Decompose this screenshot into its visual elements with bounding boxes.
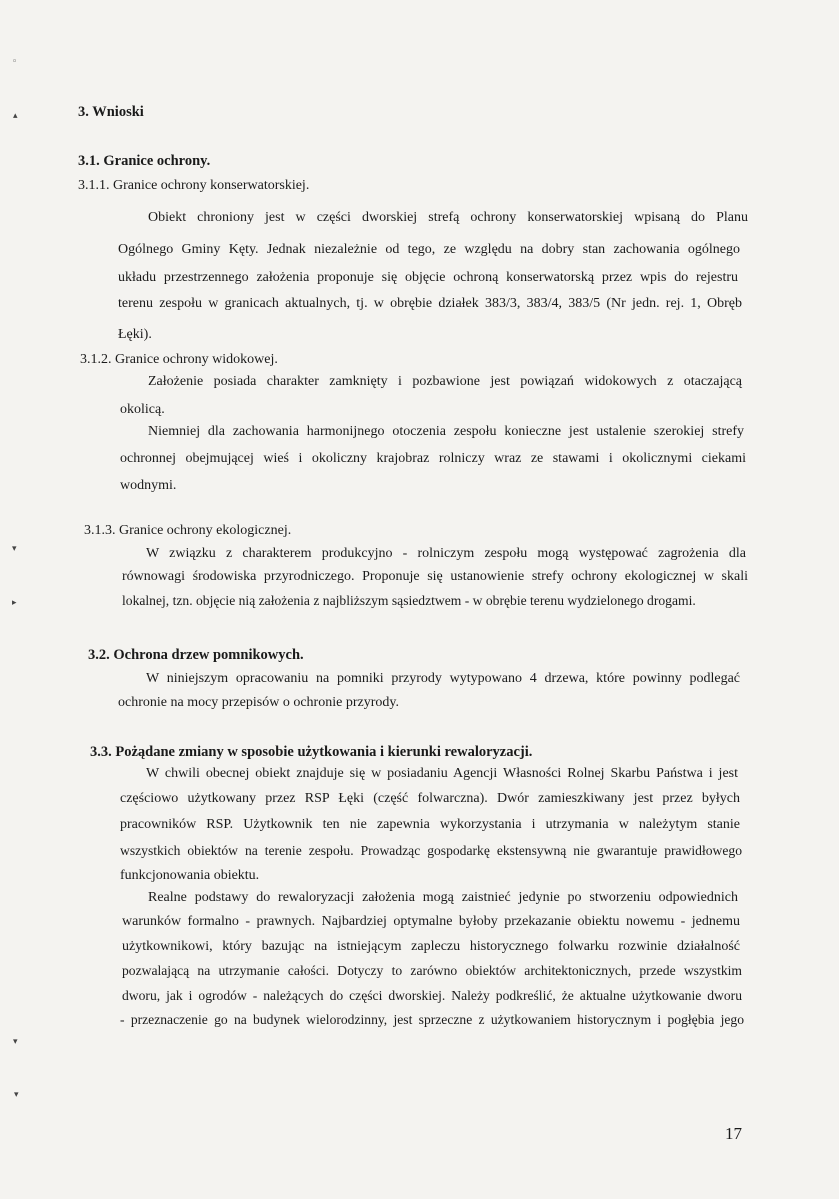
paragraph-line: ochronie na mocy przepisów o ochronie przyrody. bbox=[118, 695, 399, 710]
paragraph-line: warunków formalno - prawnych. Najbardziej optymalne byłoby przekazanie obiektu nowemu - jednemu bbox=[122, 914, 740, 929]
paragraph-line: W chwili obecnej obiekt znajduje się w posiadaniu Agencji Własności Rolnej Skarbu Państwa i jest bbox=[146, 766, 738, 781]
paragraph-line: Niemniej dla zachowania harmonijnego otoczenia zespołu konieczne jest ustalenie szerokiej strefy bbox=[148, 424, 744, 439]
scan-mark: ◦ bbox=[12, 57, 18, 67]
paragraph-line: W niniejszym opracowaniu na pomniki przyrody wytypowano 4 drzewa, które powinny podlegać bbox=[146, 671, 740, 686]
paragraph-line: wodnymi. bbox=[120, 478, 177, 493]
paragraph-line: Ogólnego Gminy Kęty. Jednak niezależnie od tego, ze względu na dobry stan zachowania ogólnego bbox=[118, 242, 740, 257]
page-number: 17 bbox=[725, 1124, 742, 1143]
paragraph-line: układu przestrzennego założenia proponuje się objęcie ochroną konserwatorską przez wpis do rejestru bbox=[118, 270, 738, 285]
paragraph-line: okolicą. bbox=[120, 402, 165, 417]
paragraph-line: lokalnej, tzn. objęcie nią założenia z najbliższym sąsiedztwem - w obrębie terenu wydzielonego drogami. bbox=[122, 593, 696, 608]
paragraph-line: funkcjonowania obiektu. bbox=[120, 868, 260, 883]
paragraph-line: Realne podstawy do rewaloryzacji założenia mogą zaistnieć jedynie po stworzeniu odpowiednich bbox=[148, 890, 738, 905]
subsection-title: 3.3. Pożądane zmiany w sposobie użytkowania i kierunki rewaloryzacji. bbox=[90, 744, 533, 760]
paragraph-line: Łęki). bbox=[118, 327, 152, 342]
paragraph-line: częściowo użytkowany przez RSP Łęki (część folwarczna). Dwór zamieszkiwany jest przez byłych bbox=[120, 791, 740, 806]
subsubsection-title: 3.1.1. Granice ochrony konserwatorskiej. bbox=[78, 178, 310, 193]
paragraph-line: Założenie posiada charakter zamknięty i pozbawione jest powiązań widokowych z otaczającą bbox=[148, 374, 742, 389]
paragraph-line: - przeznaczenie go na budynek wielorodzinny, jest sprzeczne z użytkowaniem historycznym i pogłębia jego bbox=[120, 1012, 744, 1027]
paragraph-line: terenu zespołu w granicach aktualnych, tj. w obrębie działek 383/3, 383/4, 383/5 (Nr jedn. rej. 1, Obręb bbox=[118, 296, 742, 311]
paragraph-line: ochronnej obejmującej wieś i okoliczny krajobraz rolniczy wraz ze stawami i okolicznymi ciekami bbox=[120, 451, 746, 466]
paragraph-line: dworu, jak i ogrodów - należących do części dworskiej. Należy podkreślić, że aktualne użytkowanie dworu bbox=[122, 988, 742, 1003]
paragraph-line: pracowników RSP. Użytkownik ten nie zapewnia wykorzystania i utrzymania w należytym stanie bbox=[120, 817, 740, 832]
paragraph-line: W związku z charakterem produkcyjno - rolniczym zespołu mogą występować zagrożenia dla bbox=[146, 546, 746, 561]
subsection-title: 3.2. Ochrona drzew pomnikowych. bbox=[88, 647, 304, 663]
subsection-title: 3.1. Granice ochrony. bbox=[78, 153, 211, 169]
scan-mark: ▾ bbox=[12, 544, 17, 554]
scan-mark: ▸ bbox=[12, 598, 17, 608]
subsubsection-title: 3.1.3. Granice ochrony ekologicznej. bbox=[84, 523, 292, 538]
paragraph-line: Obiekt chroniony jest w części dworskiej strefą ochrony konserwatorskiej wpisaną do Planu bbox=[148, 210, 748, 225]
section-title: 3. Wnioski bbox=[78, 104, 144, 120]
scan-mark: ▴ bbox=[13, 111, 18, 121]
paragraph-line: wszystkich obiektów na terenie zespołu. Prowadząc gospodarkę ekstensywną nie gwarantuje prawidłowego bbox=[120, 843, 742, 858]
paragraph-line: użytkownikowi, który bazując na istniejącym zapleczu historycznego folwarku rozwinie działalność bbox=[122, 939, 740, 954]
paragraph-line: pozwalającą na utrzymanie całości. Dotyczy to zarówno obiektów architektonicznych, przede wszystkim bbox=[122, 963, 742, 978]
scan-mark: ▾ bbox=[13, 1037, 18, 1047]
paragraph-line: równowagi środowiska przyrodniczego. Proponuje się ustanowienie strefy ochrony ekologicznej w skali bbox=[122, 569, 748, 584]
subsubsection-title: 3.1.2. Granice ochrony widokowej. bbox=[80, 352, 278, 367]
scan-mark: ▾ bbox=[14, 1090, 19, 1100]
